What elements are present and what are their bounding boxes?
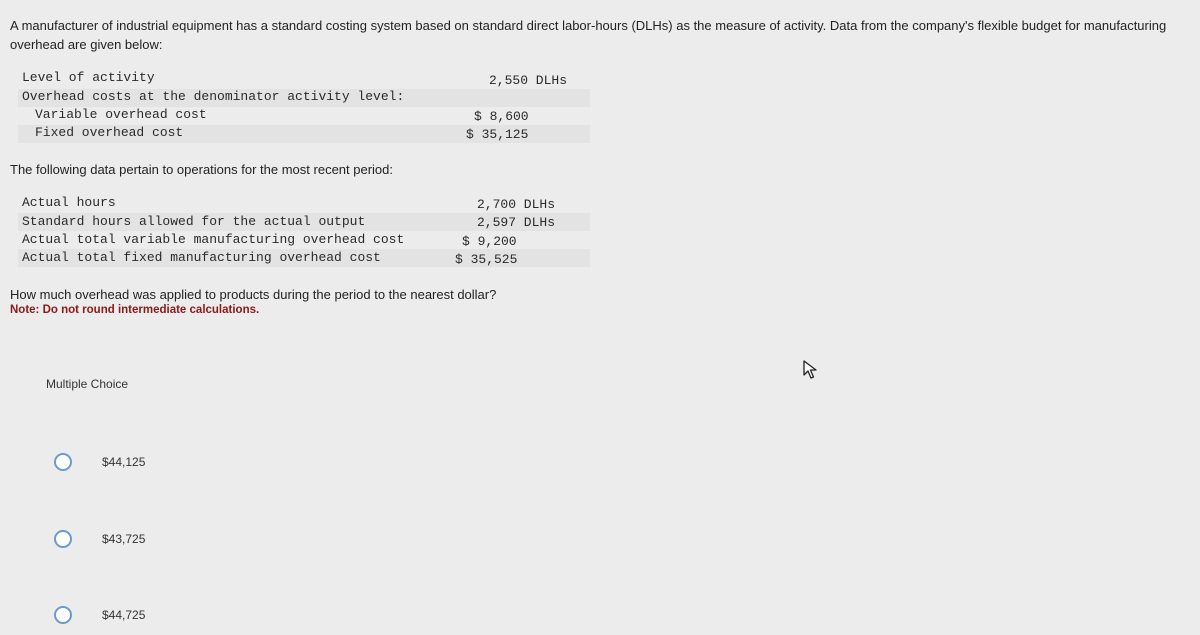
radio-button-icon[interactable] — [54, 606, 72, 624]
answer-option-text[interactable]: $43,725 — [102, 532, 146, 546]
budget-label-activity: Level of activity — [22, 70, 155, 85]
budget-value-variable: $ 8,600 — [474, 109, 529, 124]
radio-button-icon[interactable] — [54, 453, 72, 471]
period-intro: The following data pertain to operations for the most recent period: — [10, 162, 393, 177]
period-label-standard-hours: Standard hours allowed for the actual output — [22, 214, 366, 229]
budget-value-fixed: $ 35,125 — [466, 127, 529, 142]
answer-option-2[interactable] — [54, 528, 145, 550]
period-label-actual-hours: Actual hours — [22, 195, 116, 210]
period-value-fixed-cost: $ 35,525 — [455, 252, 518, 267]
period-label-variable-cost: Actual total variable manufacturing overhead cost — [22, 232, 405, 247]
intro-line-1: A manufacturer of industrial equipment has a standard costing system based on standard direct labor-hours (DLHs) as the measure of activity. Data from the company's flexible budget for manufacturing — [10, 18, 1167, 33]
period-value-actual-hours: 2,700 DLHs — [477, 197, 556, 212]
intro-line-2: overhead are given below: — [10, 37, 163, 52]
answer-option-text[interactable]: $44,125 — [102, 455, 146, 469]
period-value-variable-cost: $ 9,200 — [462, 234, 517, 249]
period-label-fixed-cost: Actual total fixed manufacturing overhead cost — [22, 250, 381, 265]
budget-value-activity: 2,550 DLHs — [489, 73, 568, 88]
period-value-standard-hours: 2,597 DLHs — [477, 215, 556, 230]
question-text: How much overhead was applied to products during the period to the nearest dollar? — [10, 287, 497, 302]
multiple-choice-label: Multiple Choice — [46, 377, 129, 391]
budget-label-fixed: Fixed overhead cost — [35, 125, 184, 140]
note-text: Note: Do not round intermediate calculations. — [10, 304, 260, 316]
radio-button-icon[interactable] — [54, 530, 72, 548]
answer-option-1[interactable] — [54, 451, 145, 473]
budget-label-overhead-header: Overhead costs at the denominator activity level: — [22, 89, 405, 104]
budget-label-variable: Variable overhead cost — [35, 107, 207, 122]
answer-option-3[interactable] — [54, 604, 145, 626]
answer-option-text[interactable]: $44,725 — [102, 608, 146, 622]
mouse-pointer-icon — [803, 360, 819, 385]
problem-intro — [10, 16, 1200, 54]
